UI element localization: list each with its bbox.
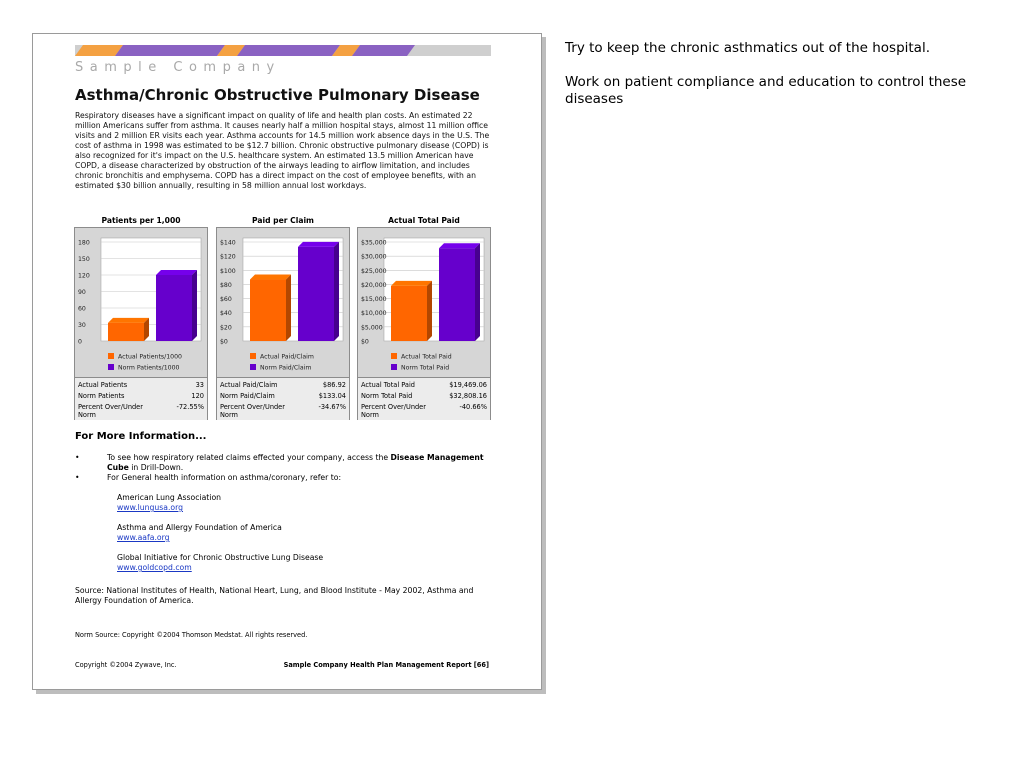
legend-label-actual: Actual Total Paid	[401, 353, 452, 361]
banner-stripe	[75, 45, 491, 56]
bar-norm	[439, 248, 475, 341]
org-name: Asthma and Allergy Foundation of America	[117, 523, 282, 532]
stats-label: Norm Patients	[78, 392, 125, 400]
chart-title-paid-per-claim: Paid per Claim	[252, 216, 314, 225]
legend-swatch-norm	[391, 364, 397, 370]
y-tick-label: 90	[78, 289, 86, 296]
stats-table-paid-per-claim	[217, 377, 349, 420]
bullet-marker-2: •	[75, 473, 80, 482]
link-lungusa[interactable]: www.lungusa.org	[117, 503, 183, 512]
chart-panel-total-paid	[357, 227, 491, 420]
org-name: Global Initiative for Chronic Obstructive Lung Disease	[117, 553, 324, 562]
y-tick-label: 120	[78, 272, 90, 280]
link-goldcopd[interactable]: www.goldcopd.com	[117, 563, 192, 572]
stats-value: $86.92	[322, 381, 346, 389]
legend-swatch-actual	[391, 353, 397, 359]
bar-actual	[391, 286, 427, 341]
company-name: Sample Company	[75, 60, 281, 75]
bar-side-norm	[334, 242, 339, 341]
bar-norm	[298, 247, 334, 341]
bar-top-norm	[156, 270, 197, 275]
y-tick-label: $30,000	[361, 253, 387, 261]
more-info-heading: For More Information...	[75, 431, 207, 442]
legend-label-actual: Actual Paid/Claim	[260, 353, 314, 361]
report-footer: Sample Company Health Plan Management Report [66]	[283, 661, 489, 669]
bar-top-norm	[298, 242, 339, 247]
y-tick-label: $80	[220, 281, 232, 289]
y-tick-label: $140	[220, 239, 236, 247]
y-tick-label: $60	[220, 296, 232, 304]
copyright: Copyright ©2004 Zywave, Inc.	[75, 661, 177, 669]
y-tick-label: 60	[78, 305, 86, 313]
banner-seg-2	[115, 45, 225, 56]
banner-seg-6	[352, 45, 415, 56]
bullet-text-2: For General health information on asthma/coronary, refer to:	[107, 473, 342, 482]
y-tick-label: $0	[220, 338, 228, 346]
bar-chart-total-paid	[358, 228, 490, 377]
chart-title-patients: Patients per 1,000	[101, 216, 181, 225]
y-tick-label: 0	[78, 338, 82, 346]
stats-value: 33	[195, 381, 204, 389]
stats-table-total-paid	[358, 377, 490, 420]
y-tick-label: $20,000	[361, 281, 387, 289]
stats-label: Percent Over/Under Norm	[361, 403, 426, 419]
stats-label: Percent Over/Under Norm	[220, 403, 285, 419]
bar-top-norm	[439, 243, 480, 248]
legend-swatch-actual	[250, 353, 256, 359]
bar-side-norm	[192, 270, 197, 341]
org-gold	[117, 553, 323, 573]
bullet-1-pre: To see how respiratory related claims effected your company, access the	[107, 453, 391, 462]
bar-chart-paid-per-claim	[217, 228, 349, 377]
y-tick-label: 150	[78, 256, 90, 263]
stats-value: 120	[191, 392, 204, 400]
norm-source: Norm Source: Copyright ©2004 Thomson Medstat. All rights reserved.	[75, 631, 308, 639]
bullet-text-1	[107, 453, 487, 473]
bullet-1-post: in Drill-Down.	[128, 463, 184, 472]
bar-side-actual	[427, 281, 432, 341]
stats-value: $32,808.16	[449, 392, 487, 400]
stats-label: Norm Paid/Claim	[220, 392, 275, 400]
stats-table-patients	[75, 377, 207, 420]
stats-value: -72.55%	[176, 403, 204, 411]
stats-value: $133.04	[318, 392, 346, 400]
y-tick-label: $35,000	[361, 239, 387, 247]
legend-swatch-actual	[108, 353, 114, 359]
banner-seg-4	[237, 45, 340, 56]
bar-side-actual	[286, 275, 291, 341]
org-name: American Lung Association	[117, 493, 222, 502]
org-american-lung	[117, 493, 221, 513]
bar-chart-patients	[75, 228, 207, 377]
y-tick-label: 30	[78, 322, 86, 329]
legend-label-norm: Norm Paid/Claim	[260, 364, 312, 372]
source-note: Source: National Institutes of Health, National Heart, Lung, and Blood Institute - May 2002, Asthma and Allergy Foundation of America.	[75, 586, 474, 605]
stats-value: -34.67%	[318, 403, 346, 411]
y-tick-label: $40	[220, 310, 232, 318]
page-title: Asthma/Chronic Obstructive Pulmonary Disease	[75, 86, 480, 104]
legend-label-actual: Actual Patients/1000	[118, 353, 182, 361]
intro-paragraph: Respiratory diseases have a significant impact on quality of life and health plan costs. An estimated 22 million Americans suffer from asthma. It causes nearly half a million hospital stays, almost 11 million office visits and 2 million ER visits each year. Asthma accounts for 14.5 million work absence days in the U.S. The cost of asthma in 1998 was estimated to be $12.7 billion. Chronic obstructive pulmonary disease (COPD) is also recognized for it's impact on the U.S. healthcare system. An estimated 13.5 million American have COPD, a disease characterized by obstruction of the airways leading to airflow limitation, and includes chronic bronchitis and emphysema. COPD has a direct impact on the cost of employee benefits, with an estimated $30 billion annually, resulting in 58 million annual lost workdays.	[75, 111, 490, 190]
banner-seg-1	[75, 45, 123, 56]
bar-top-actual	[250, 275, 291, 280]
stats-value: -40.66%	[459, 403, 487, 411]
y-tick-label: $25,000	[361, 267, 387, 275]
stats-label: Actual Total Paid	[361, 381, 415, 389]
slide-notes	[565, 40, 985, 125]
y-tick-label: $0	[361, 338, 369, 346]
bullet-1-bold: Disease Management Cube	[107, 453, 484, 472]
bar-top-actual	[108, 318, 149, 323]
bar-actual	[108, 323, 144, 341]
stats-label: Percent Over/Under Norm	[78, 403, 143, 419]
legend-swatch-norm	[108, 364, 114, 370]
chart-panel-patients	[74, 227, 208, 420]
y-tick-label: $120	[220, 253, 236, 261]
stats-value: $19,469.06	[449, 381, 487, 389]
org-aafa	[117, 523, 282, 543]
stats-label: Actual Paid/Claim	[220, 381, 278, 389]
legend-label-norm: Norm Patients/1000	[118, 364, 180, 372]
note-1: Try to keep the chronic asthmatics out of the hospital.	[565, 40, 931, 56]
bar-top-actual	[391, 281, 432, 286]
legend-swatch-norm	[250, 364, 256, 370]
link-aafa[interactable]: www.aafa.org	[117, 533, 170, 542]
bar-actual	[250, 280, 286, 341]
chart-panel-paid-per-claim	[216, 227, 350, 420]
y-tick-label: $100	[220, 267, 236, 275]
legend-label-norm: Norm Total Paid	[401, 364, 450, 372]
stats-label: Norm Total Paid	[361, 392, 413, 400]
y-tick-label: $15,000	[361, 296, 387, 304]
bar-side-norm	[475, 243, 480, 341]
chart-title-total-paid: Actual Total Paid	[388, 216, 460, 225]
y-tick-label: $5,000	[361, 324, 383, 332]
note-2: Work on patient compliance and education to control these diseases	[565, 74, 967, 107]
y-tick-label: $10,000	[361, 310, 387, 318]
y-tick-label: 180	[78, 239, 90, 247]
report-page	[32, 33, 542, 690]
y-tick-label: $20	[220, 324, 232, 332]
stats-label: Actual Patients	[78, 381, 128, 389]
bar-norm	[156, 275, 192, 341]
bullet-marker-1: •	[75, 453, 80, 462]
